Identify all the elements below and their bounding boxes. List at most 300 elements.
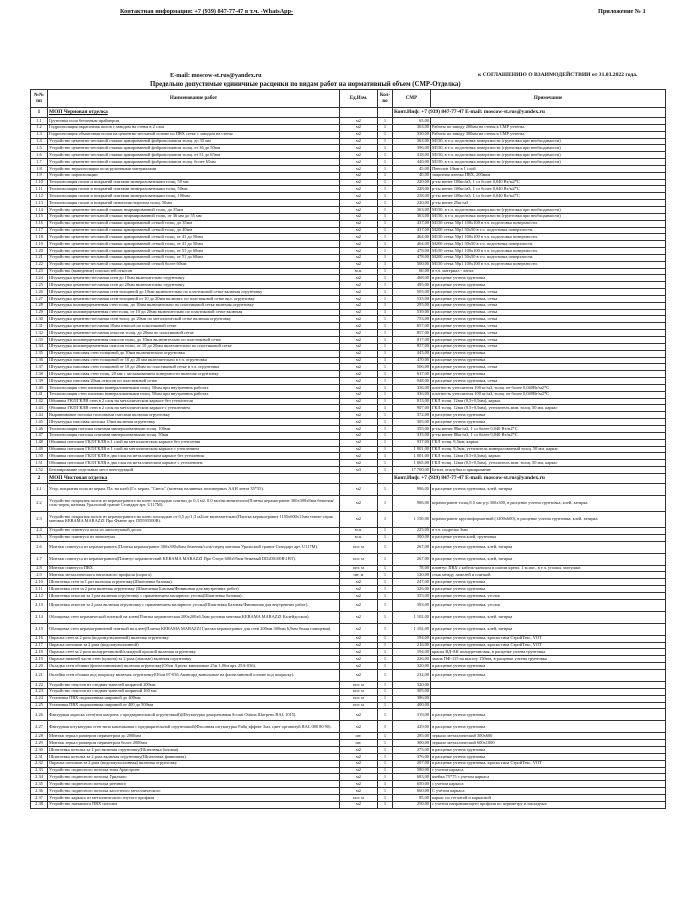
row-number: 1.18 <box>31 234 48 241</box>
row-note: в расценке учтена грунтовка <box>431 579 666 586</box>
table-row <box>31 172 666 179</box>
row-qty: 1 <box>378 553 393 565</box>
table-row <box>31 670 666 682</box>
section-contact: Конт.Инф: +7 (939) 847-77-47 E-mail: moscow-st.rus@yandex.ru <box>393 473 666 483</box>
row-qty: 1 <box>378 357 393 364</box>
row-unit: м2 <box>340 511 378 527</box>
row-name: Монтаж плинтуса ПВХ <box>48 565 340 572</box>
row-smr: 300,00 <box>393 740 431 747</box>
row-smr: 300,00 <box>393 534 431 541</box>
row-name: Теплоизоляция полов и покрытий плитами минераловатными толщ. 50 мм <box>48 179 340 186</box>
row-unit: м2 <box>340 152 378 159</box>
table-row <box>31 740 666 747</box>
table-row <box>31 378 666 385</box>
row-smr: 194,00 <box>393 635 431 642</box>
row-note: в расценке учтена грунтовка <box>431 282 666 289</box>
row-smr: 305,00 <box>393 688 431 695</box>
row-unit: м2 <box>340 760 378 767</box>
row-unit: м2 <box>340 254 378 261</box>
row-unit: м2 <box>340 398 378 405</box>
row-name: Штукатурка цементно-песчаная 10мм откосов по пластиковой сетке <box>48 323 340 330</box>
table-row <box>31 579 666 586</box>
row-name: Устройство звукоизоляции пола рулонными материалами <box>48 165 340 172</box>
row-number: 2.37 <box>31 794 48 801</box>
row-number: 2.15 <box>31 623 48 635</box>
row-note: в расценке учтена грунтовка, сетка <box>431 289 666 296</box>
row-smr: 470,00 <box>393 357 431 364</box>
row-qty: 1 <box>378 432 393 439</box>
row-name: Устройство откосов из сэндвич-панелей шириной 160 мм <box>48 688 340 695</box>
row-unit: м2 <box>340 649 378 656</box>
table-row <box>31 241 666 248</box>
row-number: 1.37 <box>31 364 48 371</box>
row-note: зеркало металлический 600х1000 <box>431 740 666 747</box>
row-note: эмаль ПФ-115 на высоту 150мм, в расценке учтена грунтовка <box>431 656 666 663</box>
row-name: Фактурная штукатурка стен типа камешковая с предварительной огрунтовкой(Фасонная штукатурка Райц эффект 3мл, цвет организуй RAL 080 80 90). <box>48 721 340 733</box>
table-row <box>31 592 666 599</box>
table-row <box>31 572 666 579</box>
row-name: Оклейка стен обоями под покраску включая огрунтовку(Обои 07-036 Авангард виниловые на флизелиновой основе под покраску). <box>48 670 340 682</box>
row-qty: 1 <box>378 425 393 432</box>
table-row <box>31 302 666 309</box>
row-unit: м2 <box>340 145 378 152</box>
row-number: 2.3 <box>31 511 48 527</box>
table-row <box>31 124 666 131</box>
row-unit: м2 <box>340 220 378 227</box>
row-number: 1.6 <box>31 152 48 159</box>
row-smr: 225,00 <box>393 527 431 534</box>
row-qty: 1 <box>378 186 393 193</box>
row-number: 2.25 <box>31 702 48 709</box>
row-number: 2.36 <box>31 788 48 795</box>
table-row <box>31 453 666 460</box>
row-name: Теплоизоляция потолка плитами минераловатными толщ. 50мм <box>48 432 340 439</box>
row-number: 1.25 <box>31 282 48 289</box>
row-note: в расценке учтена грунтовка, сетка <box>431 378 666 385</box>
row-name: Обшивка потолков ГКЛ/ГКЛВ в 1 слой на металлическом каркасе без утепления <box>48 439 340 446</box>
row-unit: м2 <box>340 721 378 733</box>
table-row <box>31 649 666 656</box>
row-note: М200 сетка 50р1 50х50 в т.ч. подготовка поверхности. <box>431 254 666 261</box>
row-smr: 539,00 <box>393 309 431 316</box>
table-row <box>31 760 666 767</box>
table-row <box>31 794 666 801</box>
row-number: 1.43 <box>31 405 48 412</box>
row-smr: 857,00 <box>393 343 431 350</box>
row-name: Устройство цементно-песчаной стяжки армированной сеткой толщ. от 51 до 60мм <box>48 248 340 255</box>
row-number: 2.31 <box>31 753 48 760</box>
row-note <box>431 118 666 125</box>
table-row <box>31 165 666 172</box>
row-note: в расценке учтена грунтовка <box>431 350 666 357</box>
row-note: зеркало металлический 300х600 <box>431 733 666 740</box>
table-row <box>31 343 666 350</box>
row-name: Бетонирование отдельных мест конструкций <box>48 467 340 474</box>
row-smr: 468,00 <box>393 275 431 282</box>
row-unit: м2 <box>340 446 378 453</box>
section-row <box>31 473 666 483</box>
row-smr: 386,00 <box>393 695 431 702</box>
table-row <box>31 781 666 788</box>
row-number: 2.8 <box>31 565 48 572</box>
row-unit: м2 <box>340 179 378 186</box>
row-unit: м2 <box>340 656 378 663</box>
row-unit: м2 <box>340 663 378 670</box>
row-number: 1.45 <box>31 419 48 426</box>
row-unit: м2 <box>340 670 378 682</box>
row-name: Штукатурка полимерцементная стен толщ. от 10 до 20мм включительно по пластиковой сетке включая <box>48 309 340 316</box>
row-number: 2.1 <box>31 483 48 495</box>
row-qty: 1 <box>378 511 393 527</box>
row-number: 1.42 <box>31 398 48 405</box>
appendix-label: Приложение № 1 <box>598 8 646 15</box>
row-name: Устройство откосов из сэндвич-панелей шириной 200мм <box>48 682 340 689</box>
row-number: 1.19 <box>31 241 48 248</box>
row-smr: 250,00 <box>393 801 431 808</box>
row-unit: м2 <box>340 592 378 599</box>
row-note: р-ты менее 100кг/м3, 1 сл более 0,040 Вт/м2*С <box>431 179 666 186</box>
row-name: Гидроизоляция окрасочная полов с заводом на стены в 2 слоя <box>48 124 340 131</box>
row-qty: 1 <box>378 740 393 747</box>
row-number: 1.41 <box>31 391 48 398</box>
row-smr: 580,00 <box>393 767 431 774</box>
row-note: в расценке учтена грунтовка, краска типа СтройТекс, VOT <box>431 635 666 642</box>
row-number: 1.31 <box>31 323 48 330</box>
table-row <box>31 398 666 405</box>
row-qty: 1 <box>378 337 393 344</box>
agreement-label: к СОГЛАШЕНИЮ О ВЗАИМОДЕЙСТВИИ от 31.03.2022 года. <box>478 72 638 78</box>
row-name: Обшивка потолков ГКЛ/ГКЛВ в два слоя на металлическом каркасе без утепления <box>48 453 340 460</box>
row-note: в расценке учтена грунтовка, сетка <box>431 295 666 302</box>
row-note: в т.ч. подрезка 3мм <box>431 527 666 534</box>
row-qty: 1 <box>378 138 393 145</box>
row-number: 1.1 <box>31 118 48 125</box>
row-smr: 330,00 <box>393 131 431 138</box>
row-smr: 813,00 <box>393 398 431 405</box>
row-number: 2.34 <box>31 774 48 781</box>
row-note: ГКЛ толщ. 9,5мм, каркас <box>431 439 666 446</box>
row-note: в расценке учтена клей, грунтовка <box>431 534 666 541</box>
row-note: в расценке учтена грунтовка, клей, затирка <box>431 611 666 623</box>
row-unit: м2 <box>340 709 378 721</box>
row-number: 1.4 <box>31 138 48 145</box>
table-row <box>31 656 666 663</box>
row-unit: пог. м <box>340 794 378 801</box>
row-note: ГКЛ толщ. 12мм (0,5+0,5мм), утеплитель мин. толщ. 50 мм, каркас <box>431 460 666 467</box>
row-qty: 1 <box>378 172 393 179</box>
row-smr: 445,00 <box>393 350 431 357</box>
row-qty: 1 <box>378 527 393 534</box>
row-note: керамогранит крупноформатный (1200х600), в расценке учтена грунтовка, клей, затирка <box>431 511 666 527</box>
row-name: Устройство цементно-песчаной стяжки армированной сеткой толщ. от 51 до 60мм <box>48 254 340 261</box>
row-smr: 319,00 <box>393 709 431 721</box>
table-row <box>31 495 666 511</box>
row-smr: 637,00 <box>393 371 431 378</box>
row-number: 1.34 <box>31 343 48 350</box>
row-name: Шпатлевка стен за 1 раз включая огрунтовку(Шпатлевка базовая). <box>48 579 340 586</box>
table-row <box>31 145 666 152</box>
row-name: Устройство цементно-песчаной стяжки армированной фиброволокном толщ. от 36 до 50мм <box>48 145 340 152</box>
table-row <box>31 282 666 289</box>
row-smr: 232,00 <box>393 670 431 682</box>
row-qty: 1 <box>378 439 393 446</box>
row-number: 2.33 <box>31 767 48 774</box>
row-name: Шпатлевка стен за 2 раза включая огрунтовку (Шпатлевка Базовая/Финишная для внутренних работ) <box>48 586 340 593</box>
row-unit: м2 <box>340 248 378 255</box>
table-row <box>31 709 666 721</box>
row-smr: 948,00 <box>393 378 431 385</box>
row-unit: м2 <box>340 350 378 357</box>
table-row <box>31 213 666 220</box>
row-note: Пенолон 10мм в 1 слой <box>431 165 666 172</box>
row-smr: 464,00 <box>393 234 431 241</box>
row-number: 1.11 <box>31 186 48 193</box>
row-note: Бетон, опалубка и армирование <box>431 467 666 474</box>
row-number: 1.17 <box>31 227 48 234</box>
row-number: 2.22 <box>31 682 48 689</box>
table-header-row <box>31 90 666 108</box>
row-smr: 396,00 <box>393 145 431 152</box>
row-smr: 363,00 <box>393 138 431 145</box>
section-contact: Конт.Инф: +7 (939) 847-77-47 E-mail: moscow-st.rus@yandex.ru <box>393 108 666 118</box>
row-number: 1.13 <box>31 200 48 207</box>
table-row <box>31 682 666 689</box>
row-name: Устройство цементно-песчаной стяжки неармированной толщ. до 35мм <box>48 206 340 213</box>
row-note: М150, в т.ч. подготовка поверхности (грунтовка при необходимости) <box>431 206 666 213</box>
row-note: в расценке учтена грунтовка <box>431 275 666 282</box>
row-note: в расценке учтена грунтовка <box>431 747 666 754</box>
row-name: Шпатлевка откосов за 2 раза включая огрунтовку с применением малярного уголка(Шпатлевка Базовая/Финишная для внутренних работ). <box>48 599 340 611</box>
row-qty: 1 <box>378 268 393 275</box>
row-name: Устройство цементно-песчаной стяжки армированной сеткой толщ. до 35мм <box>48 220 340 227</box>
row-note: в расценке учтена грунтовка, клей, затирка <box>431 541 666 553</box>
table-row <box>31 753 666 760</box>
row-smr: 753,00 <box>393 316 431 323</box>
row-smr: 295,00 <box>393 302 431 309</box>
row-name: Устройство плинтуса из линолеума <box>48 534 340 541</box>
row-unit: м.п. <box>340 534 378 541</box>
row-note: в расценке учтена грунтовка, сетка <box>431 364 666 371</box>
row-name: Штукатурка цементно-песчаная откосов толщ. до 20мм по пластиковой сетке <box>48 330 340 337</box>
row-qty: 1 <box>378 682 393 689</box>
row-unit: м2 <box>340 483 378 495</box>
row-qty: 1 <box>378 579 393 586</box>
row-smr: 228,00 <box>393 186 431 193</box>
row-smr: 194,00 <box>393 649 431 656</box>
row-smr: 650,00 <box>393 781 431 788</box>
table-row <box>31 193 666 200</box>
row-number: 2.21 <box>31 670 48 682</box>
row-unit: пог. м <box>340 682 378 689</box>
row-unit: пог. м <box>340 702 378 709</box>
row-number: 2.12 <box>31 592 48 599</box>
row-qty: 1 <box>378 753 393 760</box>
row-smr: 1 102,00 <box>393 623 431 635</box>
row-note: в расценке учтена грунтовка <box>431 753 666 760</box>
row-qty: 1 <box>378 781 393 788</box>
row-qty: 1 <box>378 599 393 611</box>
row-number: 1.14 <box>31 206 48 213</box>
row-qty: 1 <box>378 295 393 302</box>
row-number: 1.30 <box>31 316 48 323</box>
table-row <box>31 289 666 296</box>
row-number: 2.11 <box>31 586 48 593</box>
row-qty: 1 <box>378 391 393 398</box>
row-number: 2.4 <box>31 527 48 534</box>
table-row <box>31 788 666 795</box>
row-unit: м2 <box>340 193 378 200</box>
row-note: ГКЛ толщ. 12мм (0,5+0,5мм), каркас <box>431 398 666 405</box>
row-number: 1.27 <box>31 295 48 302</box>
row-number: 1.21 <box>31 254 48 261</box>
table-row <box>31 642 666 649</box>
row-smr: 247,00 <box>393 579 431 586</box>
table-row <box>31 599 666 611</box>
row-smr: 238,00 <box>393 193 431 200</box>
row-smr: 267,00 <box>393 553 431 565</box>
row-note: р-ты менее 100кг/м3, 1 сл более 0,040 Вт/м2*С <box>431 186 666 193</box>
row-unit: м2 <box>340 227 378 234</box>
row-qty: 1 <box>378 343 393 350</box>
row-number: 1.49 <box>31 446 48 453</box>
row-number: 2.30 <box>31 747 48 754</box>
row-name: Теплоизоляция потолка плитами минераловатными толщ. 100мм <box>48 425 340 432</box>
row-name: Устройство цементно-песчаной стяжки армированной сеткой толщ. до 40мм <box>48 227 340 234</box>
row-qty: 1 <box>378 767 393 774</box>
row-note: в расценке учтена грунтовка, клей, затирка <box>431 553 666 565</box>
row-unit: пог. м <box>340 541 378 553</box>
row-unit: м2 <box>340 623 378 635</box>
row-unit: м2 <box>340 261 378 268</box>
row-note: в расценке учтена грунтовка, сетка <box>431 316 666 323</box>
table-row <box>31 371 666 378</box>
row-unit: шт. <box>340 733 378 740</box>
row-qty: 1 <box>378 193 393 200</box>
row-qty: 1 <box>378 446 393 453</box>
table-row <box>31 412 666 419</box>
row-name: Устройство (выведение) плоскостей откосов <box>48 268 340 275</box>
row-qty: 1 <box>378 642 393 649</box>
row-name: Устройство каркаса из металлического гнутого профиля <box>48 794 340 801</box>
row-name: Теплоизоляция полов и покрытий плитами минераловатными толщ. 100мм <box>48 193 340 200</box>
row-note: плинтус ПВХ с кабель-каналом и шагом крепл. 1 м.пог., в т.ч. уголки, заглушки <box>431 565 666 572</box>
row-name: Грунтовка пола бетонным праймером <box>48 118 340 125</box>
table-row <box>31 553 666 565</box>
row-note: в расценке учтена грунтовка, уголок <box>431 599 666 611</box>
row-unit: м2 <box>340 165 378 172</box>
row-number: 2.23 <box>31 688 48 695</box>
row-unit: м2 <box>340 241 378 248</box>
row-name: Окраска нижней части стен (цоколя) за 2 раза (эмалью) включая огрунтовку <box>48 656 340 663</box>
row-qty: 1 <box>378 419 393 426</box>
row-note: керамогранит толщ.8,5 мм р-р 300х300, в расценке учтена грунтовка, клей, затирка <box>431 495 666 511</box>
row-smr: 506,00 <box>393 364 431 371</box>
row-number: 1.36 <box>31 357 48 364</box>
row-smr: 535,00 <box>393 295 431 302</box>
row-number: 2.38 <box>31 801 48 808</box>
row-unit: шт. <box>340 740 378 747</box>
row-unit: м2 <box>340 412 378 419</box>
row-unit: м2 <box>340 579 378 586</box>
row-smr: 437,00 <box>393 227 431 234</box>
row-name: Штукатурка полимерцементная стен толщ. до 10мм включительно по пластиковой сетке включая огрунтовку <box>48 302 340 309</box>
row-number: 2.7 <box>31 553 48 565</box>
table-row <box>31 774 666 781</box>
row-smr: 986,00 <box>393 495 431 511</box>
row-unit: м2 <box>340 124 378 131</box>
row-unit: м2 <box>340 371 378 378</box>
row-note: р-ты менее 100кг/м3, 1 сл более 0,040 Вт/м2*С <box>431 193 666 200</box>
row-number: 1.50 <box>31 453 48 460</box>
row-note: М150, в т.ч. подготовка поверхности (грунтовка при необходимости) <box>431 145 666 152</box>
table-row <box>31 460 666 467</box>
row-number: 1.8 <box>31 165 48 172</box>
row-number: 1.3 <box>31 131 48 138</box>
row-number: 1.23 <box>31 268 48 275</box>
row-note: плотность утеплителя 100 кг/м3, толщ. не более 0,040Вт/м2*С <box>431 391 666 398</box>
row-note: р-ты менее 80кг/м3, 1 сл более 0,040 Вт/м2*С <box>431 432 666 439</box>
row-number: 1.47 <box>31 432 48 439</box>
row-number: 1.38 <box>31 371 48 378</box>
row-note: в расценке учтена грунтовка <box>431 709 666 721</box>
row-note: М200 сетка 50р1 50х50 в т.ч. подготовка поверхности. <box>431 227 666 234</box>
row-note: краска ВД-АК полиуретановая, в расценке учтена грунтовка <box>431 649 666 656</box>
row-unit: м2 <box>340 747 378 754</box>
row-qty: 1 <box>378 663 393 670</box>
row-smr: 937,00 <box>393 439 431 446</box>
row-note <box>431 695 666 702</box>
row-qty: 1 <box>378 788 393 795</box>
row-unit: м2 <box>340 495 378 511</box>
row-smr: 355,00 <box>393 592 431 599</box>
price-table <box>30 89 666 809</box>
row-unit: м2 <box>340 302 378 309</box>
row-name: Теплоизоляция стен плитами минераловатными толщ. 50мм при внутренних работах <box>48 384 340 391</box>
row-smr: 478,00 <box>393 254 431 261</box>
row-smr: 17 700,00 <box>393 467 431 474</box>
table-row <box>31 733 666 740</box>
row-number: 2.29 <box>31 740 48 747</box>
row-name: Окраска стен за 2 раза (водоэмульсионной) включая огрунтовку <box>48 635 340 642</box>
table-row <box>31 330 666 337</box>
row-qty: 1 <box>378 124 393 131</box>
table-row <box>31 405 666 412</box>
row-qty: 1 <box>378 371 393 378</box>
row-smr: 500,00 <box>393 261 431 268</box>
row-unit: м2 <box>340 330 378 337</box>
row-name: Обшивка потолков ГКЛ/ГКЛВ в два слоя на металлическом каркасе с утеплением <box>48 460 340 467</box>
table-row <box>31 747 666 754</box>
row-note: ГКЛ толщ. 9,5мм, утеплитель минераловатный толщ. 50 мм, каркас <box>431 446 666 453</box>
row-qty: 1 <box>378 586 393 593</box>
row-note: в расценке учтена грунтовка, краска типа СтройТекс, VOT <box>431 760 666 767</box>
row-qty: 1 <box>378 702 393 709</box>
row-unit: м2 <box>340 337 378 344</box>
row-smr: 40,00 <box>393 172 431 179</box>
row-name: Теплоизоляция полов и покрытий плитами минераловатными толщ. 50мм <box>48 186 340 193</box>
col-unit-header: Ед.Изм. <box>340 90 378 108</box>
row-unit: м2 <box>340 391 378 398</box>
table-row <box>31 227 666 234</box>
row-qty: 1 <box>378 220 393 227</box>
row-smr: 857,00 <box>393 323 431 330</box>
row-smr: 393,00 <box>393 599 431 611</box>
table-row <box>31 206 666 213</box>
row-unit: м.п. <box>340 527 378 534</box>
table-row <box>31 767 666 774</box>
row-note: в расценке учтена грунтовка <box>431 371 666 378</box>
row-name: Теплоизоляция стен плитами минераловатными толщ. 50мм при внутренних работах <box>48 391 340 398</box>
